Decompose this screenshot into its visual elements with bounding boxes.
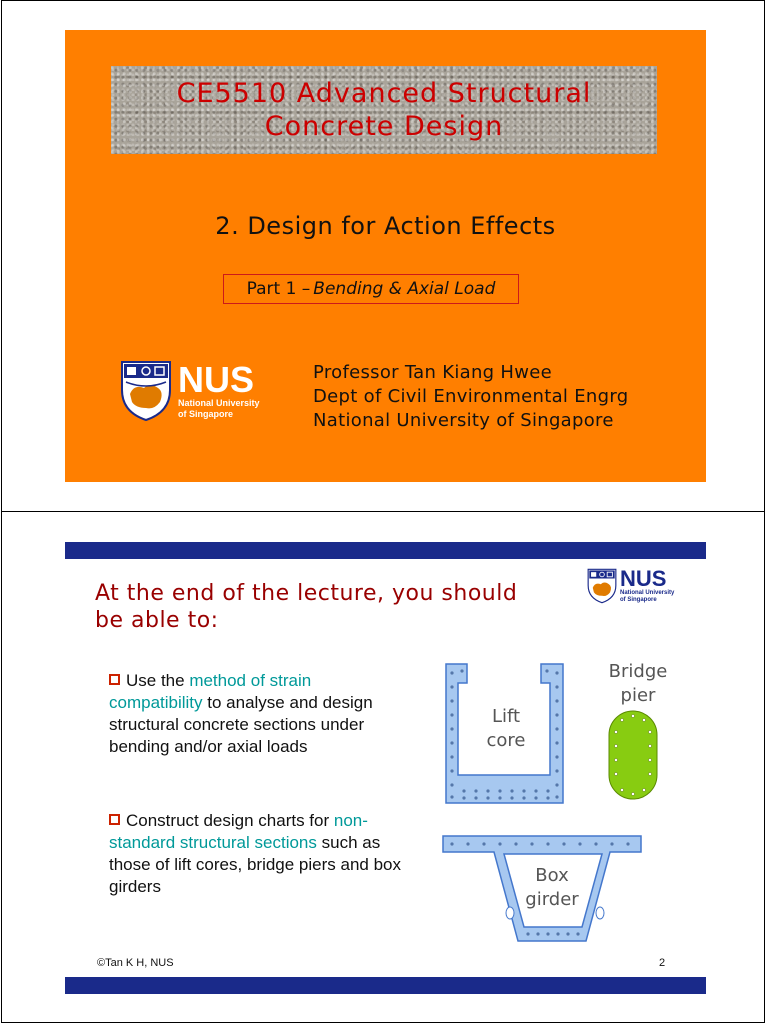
slide-1 xyxy=(1,0,765,512)
bullet-2-pre: Construct design charts for xyxy=(126,811,334,830)
department-name: Dept of Civil Environmental Engrg xyxy=(313,386,629,407)
part-subtitle xyxy=(223,274,519,304)
objective-bullet-2 xyxy=(109,810,409,898)
logo-line-2: of Singapore xyxy=(620,597,657,603)
top-bar xyxy=(65,542,706,559)
slide-heading xyxy=(95,580,517,634)
section-title: 2. Design for Action Effects xyxy=(215,212,556,240)
lift-core-label: Lift core xyxy=(486,706,526,751)
nus-logo-small xyxy=(587,568,674,604)
bullet-box-icon xyxy=(109,674,120,685)
objective-bullet-1 xyxy=(109,670,409,758)
professor-name: Professor Tan Kiang Hwee xyxy=(313,362,553,383)
copyright-footer: ©Tan K H, NUS xyxy=(97,957,174,969)
nus-crest-icon xyxy=(587,568,617,604)
logo-line-1: National University xyxy=(178,398,260,408)
part-topic: Bending & Axial Load xyxy=(313,279,496,299)
heading-line-2: be able to: xyxy=(95,608,219,633)
bullet-1-pre: Use the xyxy=(126,671,190,690)
bottom-bar xyxy=(65,977,706,994)
nus-logo xyxy=(120,360,260,422)
logo-abbrev: NUS xyxy=(178,359,255,400)
box-girder-label: Box girder xyxy=(525,865,579,910)
heading-line-1: At the end of the lecture, you should xyxy=(95,581,518,606)
bridge-pier-label: Bridge pier xyxy=(608,661,668,706)
bullet-box-icon xyxy=(109,814,120,825)
bullet-2-highlight: non-standard structural sections xyxy=(109,811,368,852)
bullet-1-highlight: method of strain compatibility xyxy=(109,671,312,712)
title-panel xyxy=(65,30,706,482)
university-name: National University of Singapore xyxy=(313,410,614,431)
bullet-1-post: to analyse and design structural concrete sections under bending and/or axial loads xyxy=(109,693,373,756)
course-title-line-2: Concrete Design xyxy=(264,111,504,142)
course-title-box xyxy=(111,66,657,154)
slide-2 xyxy=(1,511,765,1023)
part-prefix: Part 1 – xyxy=(246,279,311,299)
bridge-pier-diagram xyxy=(608,710,658,800)
logo-abbrev: NUS xyxy=(620,566,667,591)
bullet-2-post: such as those of lift cores, bridge piers and box girders xyxy=(109,833,401,896)
logo-wordmark xyxy=(178,359,260,420)
course-title-line-1: CE5510 Advanced Structural xyxy=(176,78,592,109)
logo-line-1: National University xyxy=(620,590,675,596)
author-block xyxy=(313,361,628,433)
logo-wordmark xyxy=(620,568,674,604)
nus-crest-icon xyxy=(120,360,172,422)
page-number: 2 xyxy=(659,957,666,969)
logo-line-2: of Singapore xyxy=(178,409,234,419)
